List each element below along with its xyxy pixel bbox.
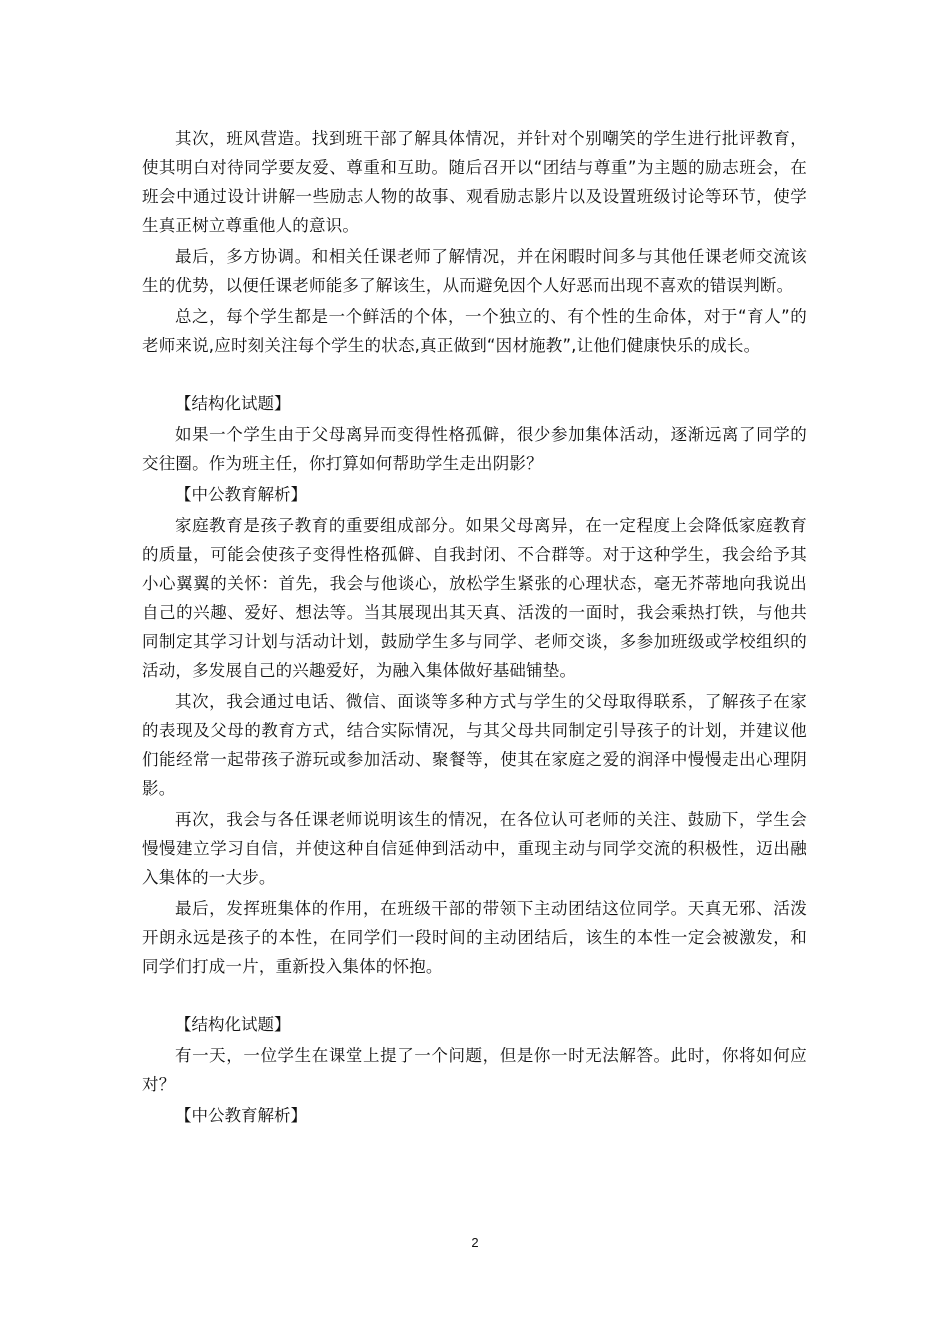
analysis-paragraph: 再次，我会与各任课老师说明该生的情况，在各位认可老师的关注、鼓励下，学生会慢慢建立学习自信，并使这种自信延伸到活动中，重现主动与同学交流的积极性，迈出融入集体的一大步。 <box>142 810 807 887</box>
question-text: 有一天，一位学生在课堂上提了一个问题，但是你一时无法解答。此时，你将如何应对？ <box>142 1046 807 1094</box>
section-spacer <box>142 362 807 389</box>
structured-question-heading: 【结构化试题】 <box>175 394 291 413</box>
analysis-heading: 【中公教育解析】 <box>175 485 307 504</box>
section-spacer <box>142 983 807 1010</box>
paragraph-class-atmosphere: 其次，班风营造。找到班干部了解具体情况，并针对个别嘲笑的学生进行批评教育，使其明白对待同学要友爱、尊重和互助。随后召开以“团结与尊重”为主题的励志班会，在班会中通过设计讲解一些励志人物的故事、观看励志影片以及设置班级讨论等环节，使学生真正树立尊重他人的意识。 <box>142 129 807 235</box>
paragraph-coordination: 最后，多方协调。和相关任课老师了解情况，并在闲暇时间多与其他任课老师交流该生的优势，以便任课老师能多了解该生，从而避免因个人好恶而出现不喜欢的错误判断。 <box>142 247 807 295</box>
analysis-paragraph: 最后，发挥班集体的作用，在班级干部的带领下主动团结这位同学。天真无邪、活泼开朗永远是孩子的本性，在同学们一段时间的主动团结后，该生的本性一定会被激发，和同学们打成一片，重新投入集体的怀抱。 <box>142 899 807 976</box>
structured-question-heading: 【结构化试题】 <box>175 1015 291 1034</box>
question-text: 如果一个学生由于父母离异而变得性格孤僻，很少参加集体活动，逐渐远离了同学的交往圈。作为班主任，你打算如何帮助学生走出阴影？ <box>142 425 807 473</box>
analysis-paragraph: 其次，我会通过电话、微信、面谈等多种方式与学生的父母取得联系，了解孩子在家的表现及父母的教育方式，结合实际情况，与其父母共同制定引导孩子的计划，并建议他们能经常一起带孩子游玩或参加活动、聚餐等，使其在家庭之爱的润泽中慢慢走出心理阴影。 <box>142 692 807 798</box>
paragraph-conclusion: 总之，每个学生都是一个鲜活的个体，一个独立的、有个性的生命体，对于“育人”的老师来说,应时刻关注每个学生的状态,真正做到“因材施教”,让他们健康快乐的成长。 <box>142 307 807 355</box>
analysis-heading: 【中公教育解析】 <box>175 1106 307 1125</box>
page-number: 2 <box>471 1235 479 1250</box>
page-content <box>142 124 807 1132</box>
analysis-paragraph: 家庭教育是孩子教育的重要组成部分。如果父母离异，在一定程度上会降低家庭教育的质量，可能会使孩子变得性格孤僻、自我封闭、不合群等。对于这种学生，我会给予其小心翼翼的关怀：首先，我会与他谈心，放松学生紧张的心理状态，毫无芥蒂地向我说出自己的兴趣、爱好、想法等。当其展现出其天真、活泼的一面时，我会乘热打铁，与他共同制定其学习计划与活动计划，鼓励学生多与同学、老师交谈，多参加班级或学校组织的活动，多发展自己的兴趣爱好，为融入集体做好基础铺垫。 <box>142 516 807 680</box>
